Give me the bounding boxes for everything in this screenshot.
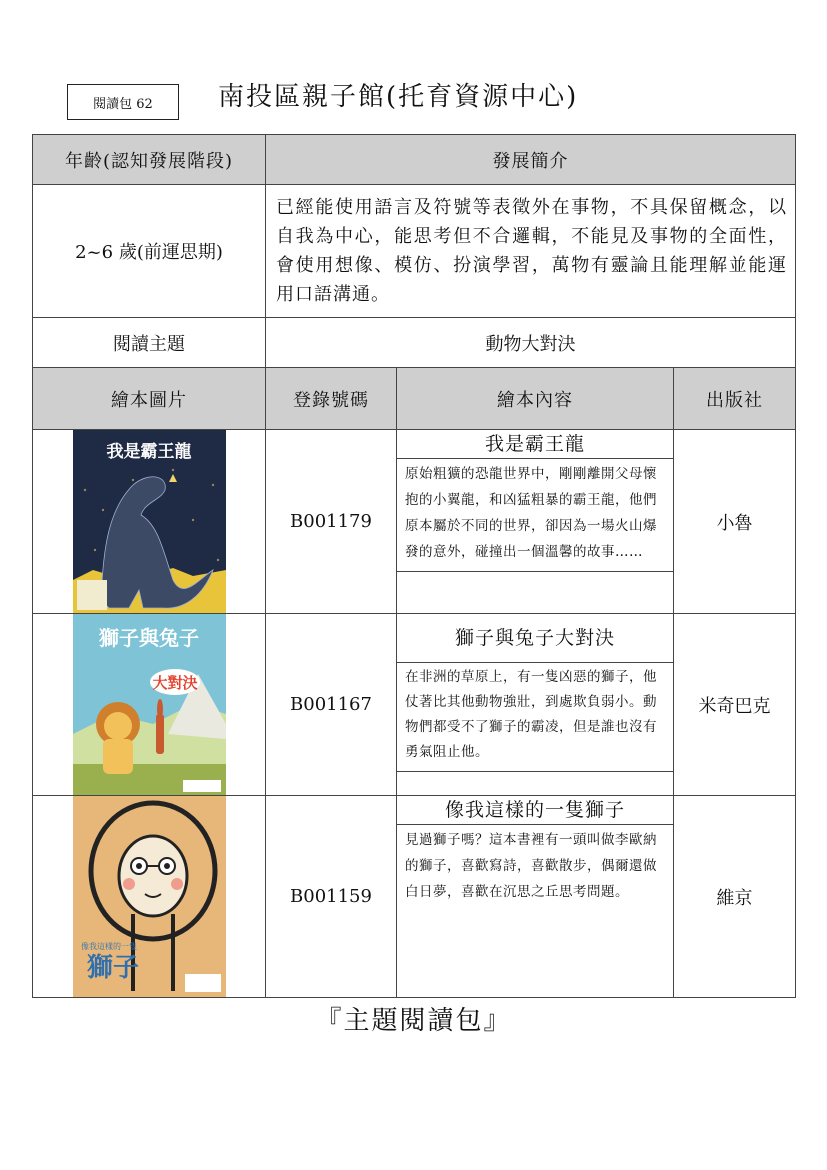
cover-title-text: 獅子 — [86, 953, 140, 983]
book-content-cell — [397, 430, 674, 614]
age-header: 年齡(認知發展階段) — [33, 135, 266, 185]
book-publisher: 小魯 — [674, 430, 796, 614]
book-summary: 在非洲的草原上，有一隻凶惡的獅子，他仗著比其他動物強壯，到處欺負弱小。動物們都受不了獅子的霸凌，但是誰也沒有勇氣阻止他。 — [397, 663, 673, 772]
book-publisher: 米奇巴克 — [674, 614, 796, 796]
book-code: B001179 — [266, 430, 397, 614]
book-row — [33, 796, 796, 998]
book-content-cell — [397, 614, 674, 796]
pack-number-label: 閱讀包 62 — [67, 84, 179, 120]
book-cover-cell — [33, 430, 266, 614]
theme-value: 動物大對決 — [266, 318, 796, 368]
book-row — [33, 430, 796, 614]
cover-subtitle-text: 像我這樣的一隻 — [81, 942, 137, 951]
column-header-content: 繪本內容 — [397, 368, 674, 430]
book-cover-image — [73, 614, 226, 795]
book-title: 獅子與兔子大對決 — [397, 614, 673, 663]
book-cover-cell — [33, 796, 266, 998]
book-cover-cell — [33, 614, 266, 796]
book-summary: 見過獅子嗎？這本書裡有一頭叫做李歐納的獅子，喜歡寫詩，喜歡散步，偶爾還做白日夢，喜歡在沉思之丘思考問題。 — [405, 832, 657, 900]
info-table — [32, 134, 796, 998]
cover-title-text: 獅子與兔子 — [99, 626, 199, 650]
cover-badge-text: 大對決 — [152, 674, 198, 692]
book-content-cell — [397, 796, 674, 998]
book-code: B001159 — [266, 796, 397, 998]
book-cover-image — [73, 796, 226, 997]
footer-caption: 『主題閱讀包』 — [315, 1006, 512, 1036]
book-title: 像我這樣的一隻獅子 — [397, 796, 673, 825]
development-header: 發展簡介 — [266, 135, 796, 185]
book-code: B001167 — [266, 614, 397, 796]
book-title: 我是霸王龍 — [397, 430, 673, 459]
book-publisher: 維京 — [674, 796, 796, 998]
column-header-publisher: 出版社 — [674, 368, 796, 430]
cover-title-text: 我是霸王龍 — [106, 442, 192, 462]
page-title: 南投區親子館(托育資源中心) — [218, 82, 579, 112]
theme-label: 閱讀主題 — [33, 318, 266, 368]
book-summary: 原始粗獷的恐龍世界中，剛剛離開父母懷抱的小翼龍，和凶猛粗暴的霸王龍，他們原本屬於不同的世界，卻因為一場火山爆發的意外，碰撞出一個溫馨的故事…… — [397, 459, 673, 572]
book-row — [33, 614, 796, 796]
column-header-code: 登錄號碼 — [266, 368, 397, 430]
column-header-image: 繪本圖片 — [33, 368, 266, 430]
book-cover-image — [73, 430, 226, 613]
age-value: 2~6 歲(前運思期) — [33, 185, 266, 318]
development-text: 已經能使用語言及符號等表徵外在事物，不具保留概念，以自我為中心，能思考但不合邏輯，不能見及事物的全面性，會使用想像、模仿、扮演學習，萬物有靈論且能理解並能運用口語溝通。 — [266, 185, 796, 318]
